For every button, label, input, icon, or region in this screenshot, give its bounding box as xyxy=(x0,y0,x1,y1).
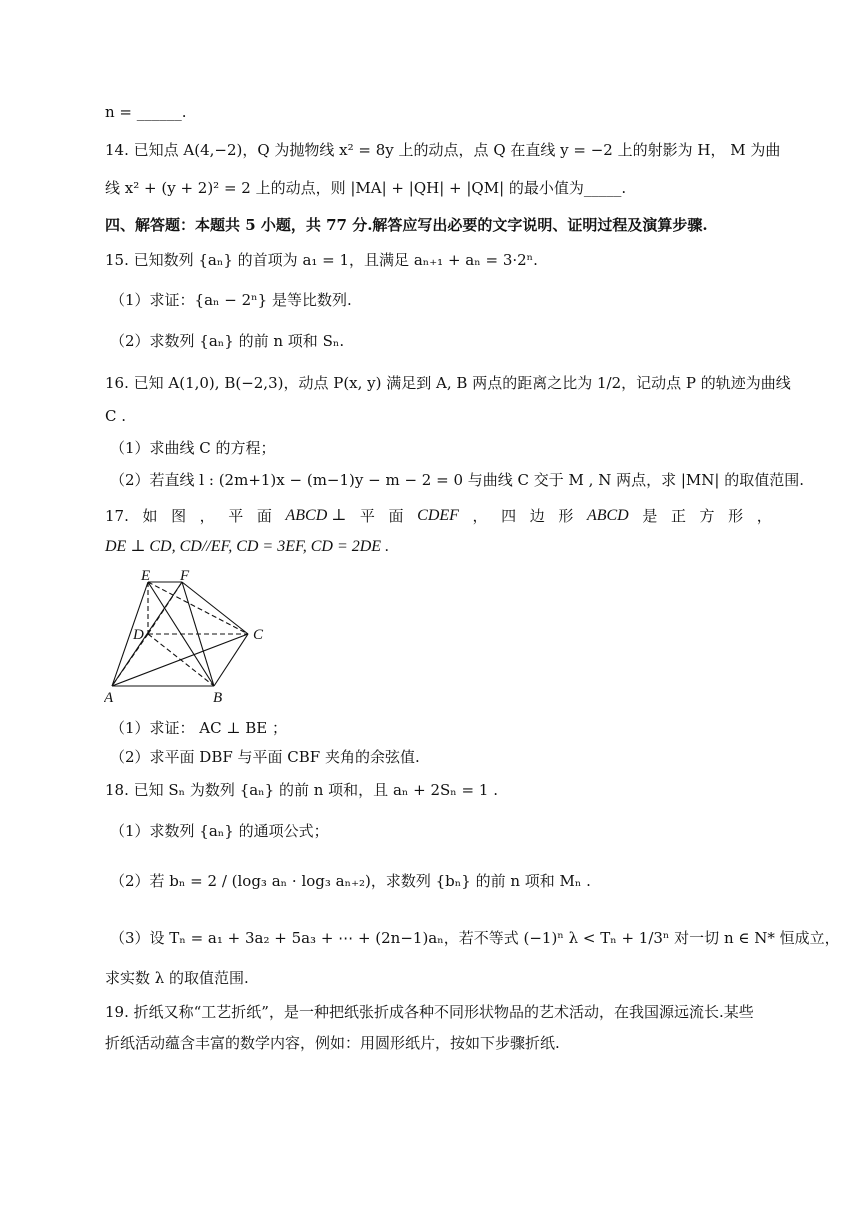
p17-w1: 如 xyxy=(142,507,158,525)
problem-18-part-1: （1）求数列 {aₙ} 的通项公式； xyxy=(110,822,329,840)
problem-17-line-2: DE ⊥ CD, CD//EF, CD = 3EF, CD = 2DE . xyxy=(105,538,390,555)
label-D: D xyxy=(133,627,144,643)
p17-w13: 形 xyxy=(558,507,574,525)
answer-blank-n: n = ______. xyxy=(105,103,187,121)
problem-18-stem: 18. 已知 Sₙ 为数列 {aₙ} 的前 n 项和，且 aₙ + 2Sₙ = 1 . xyxy=(105,781,498,799)
edge-EC xyxy=(148,582,248,634)
p17-w15: 是 xyxy=(642,507,658,525)
p17-w5: 面 xyxy=(256,507,272,525)
problem-16-line-2: C . xyxy=(105,407,127,425)
problem-15-part-2: （2）求数列 {aₙ} 的前 n 项和 Sₙ. xyxy=(110,332,345,350)
edge-BC xyxy=(214,634,248,686)
p17-w14: ABCD xyxy=(586,507,629,524)
p17-w12: 边 xyxy=(529,507,545,525)
problem-14-line-1: 14. 已知点 A(4,−2)，Q 为抛物线 x² = 8y 上的动点，点 Q 在直线 y = −2 上的射影为 H， M 为曲 xyxy=(105,141,781,159)
problem-17-line-1 xyxy=(105,505,772,527)
p17-w4: 平 xyxy=(228,507,244,525)
section-heading: 四、解答题：本题共 5 小题，共 77 分.解答应写出必要的文字说明、证明过程及演算步骤. xyxy=(105,216,708,234)
p17-w6: ABCD ⊥ xyxy=(285,507,347,524)
label-E: E xyxy=(141,568,151,584)
problem-19-line-1: 19. 折纸又称“工艺折纸”，是一种把纸张折成各种不同形状物品的艺术活动，在我国源远流长.某些 xyxy=(105,1003,754,1021)
label-C: C xyxy=(253,627,264,643)
p17-w16: 正 xyxy=(670,507,686,525)
p17-w7: 平 xyxy=(359,507,375,525)
problem-16-part-2: （2）若直线 l : (2m+1)x − (m−1)y − m − 2 = 0 与曲线 C 交于 M , N 两点，求 |MN| 的取值范围. xyxy=(110,471,804,489)
geometry-figure xyxy=(104,568,280,708)
p17-w19: ， xyxy=(756,507,772,525)
edge-DB xyxy=(148,634,214,686)
problem-18-part-3-cont: 求实数 λ 的取值范围. xyxy=(105,969,249,987)
problem-15-stem: 15. 已知数列 {aₙ} 的首项为 a₁ = 1，且满足 aₙ₊₁ + aₙ = 3·2ⁿ. xyxy=(105,251,538,269)
problem-14-line-2: 线 x² + (y + 2)² = 2 上的动点，则 |MA| + |QH| + |QM| 的最小值为_____. xyxy=(105,179,627,197)
p17-w2: 图 xyxy=(171,507,187,525)
p17-w0: 17. xyxy=(105,507,129,525)
problem-17-part-2: （2）求平面 DBF 与平面 CBF 夹角的余弦值. xyxy=(110,748,420,766)
p17-w10: ， xyxy=(472,507,488,525)
p17-w3: ， xyxy=(199,507,215,525)
label-F: F xyxy=(180,568,190,584)
p17-w9: CDEF xyxy=(417,507,459,524)
problem-15-part-1: （1）求证：{aₙ − 2ⁿ} 是等比数列. xyxy=(110,291,352,309)
p17-w8: 面 xyxy=(388,507,404,525)
label-B: B xyxy=(213,690,223,706)
label-A: A xyxy=(104,690,114,706)
edge-FC xyxy=(182,582,248,634)
problem-19-line-2: 折纸活动蕴含丰富的数学内容，例如：用圆形纸片，按如下步骤折纸. xyxy=(105,1034,560,1052)
problem-17-part-1: （1）求证： AC ⊥ BE ； xyxy=(110,719,288,737)
problem-18-part-3: （3）设 Tₙ = a₁ + 3a₂ + 5a₃ + ⋯ + (2n−1)aₙ，若不等式 (−1)ⁿ λ < Tₙ + 1/3ⁿ 对一切 n ∈ N* 恒成立， xyxy=(110,929,840,947)
p17-w17: 方 xyxy=(699,507,715,525)
problem-16-part-1: （1）求曲线 C 的方程； xyxy=(110,439,276,457)
p17-w18: 形 xyxy=(728,507,744,525)
problem-16-line-1: 16. 已知 A(1,0), B(−2,3)，动点 P(x, y) 满足到 A, B 两点的距离之比为 1/2，记动点 P 的轨迹为曲线 xyxy=(105,374,791,392)
problem-18-part-2: （2）若 bₙ = 2 / (log₃ aₙ · log₃ aₙ₊₂)，求数列 {bₙ} 的前 n 项和 Mₙ . xyxy=(110,872,591,890)
p17-w11: 四 xyxy=(501,507,517,525)
